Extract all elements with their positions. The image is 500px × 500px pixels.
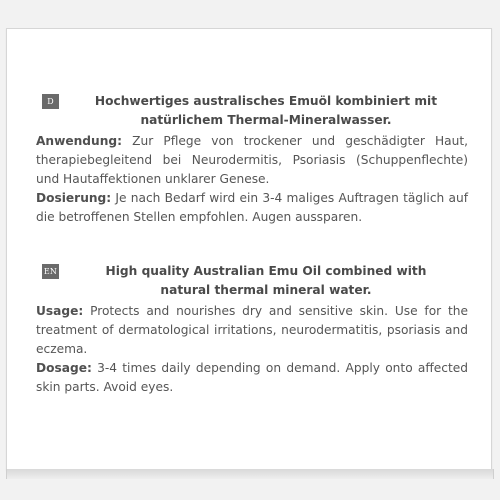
english-usage-label: Usage:: [36, 304, 84, 318]
german-heading: [64, 92, 468, 130]
english-heading: [64, 262, 468, 300]
english-dosage-text: 3-4 times daily depending on demand. Apply onto affected skin parts. Avoid eyes.: [36, 361, 468, 394]
english-heading-line2: natural thermal mineral water.: [160, 283, 372, 297]
german-dosage-text: Je nach Bedarf wird ein 3-4 maliges Auftragen täglich auf die betroffenen Stellen empfohlen. Augen aussparen.: [36, 191, 468, 224]
german-section: [36, 92, 468, 227]
english-dosage: [36, 359, 468, 397]
english-usage: [36, 302, 468, 359]
box-bottom-edge: [6, 469, 494, 479]
german-heading-row: [36, 92, 468, 132]
english-heading-row: [36, 262, 468, 302]
german-body: [36, 132, 468, 227]
german-usage-text: Zur Pflege von trockener und geschädigter Haut, therapiebegleitend bei Neurodermitis, Psoriasis (Schuppenflechte) und Hautaffektionen unklarer Genese.: [36, 134, 468, 186]
german-dosage-label: Dosierung:: [36, 191, 112, 205]
german-usage: [36, 132, 468, 189]
german-dosage: [36, 189, 468, 227]
german-heading-line2: natürlichem Thermal-Mineralwasser.: [140, 113, 392, 127]
english-flag-icon: EN: [42, 264, 59, 279]
english-heading-line1: High quality Australian Emu Oil combined with: [105, 264, 427, 278]
english-body: [36, 302, 468, 397]
german-heading-line1: Hochwertiges australisches Emuöl kombiniert mit: [94, 94, 438, 108]
german-flag-icon: D: [42, 94, 59, 109]
english-dosage-label: Dosage:: [36, 361, 92, 375]
german-usage-label: Anwendung:: [36, 134, 122, 148]
english-usage-text: Protects and nourishes dry and sensitive skin. Use for the treatment of dermatological irritations, neurodermatitis, psoriasis and eczema.: [36, 304, 468, 356]
english-section: [36, 262, 468, 397]
